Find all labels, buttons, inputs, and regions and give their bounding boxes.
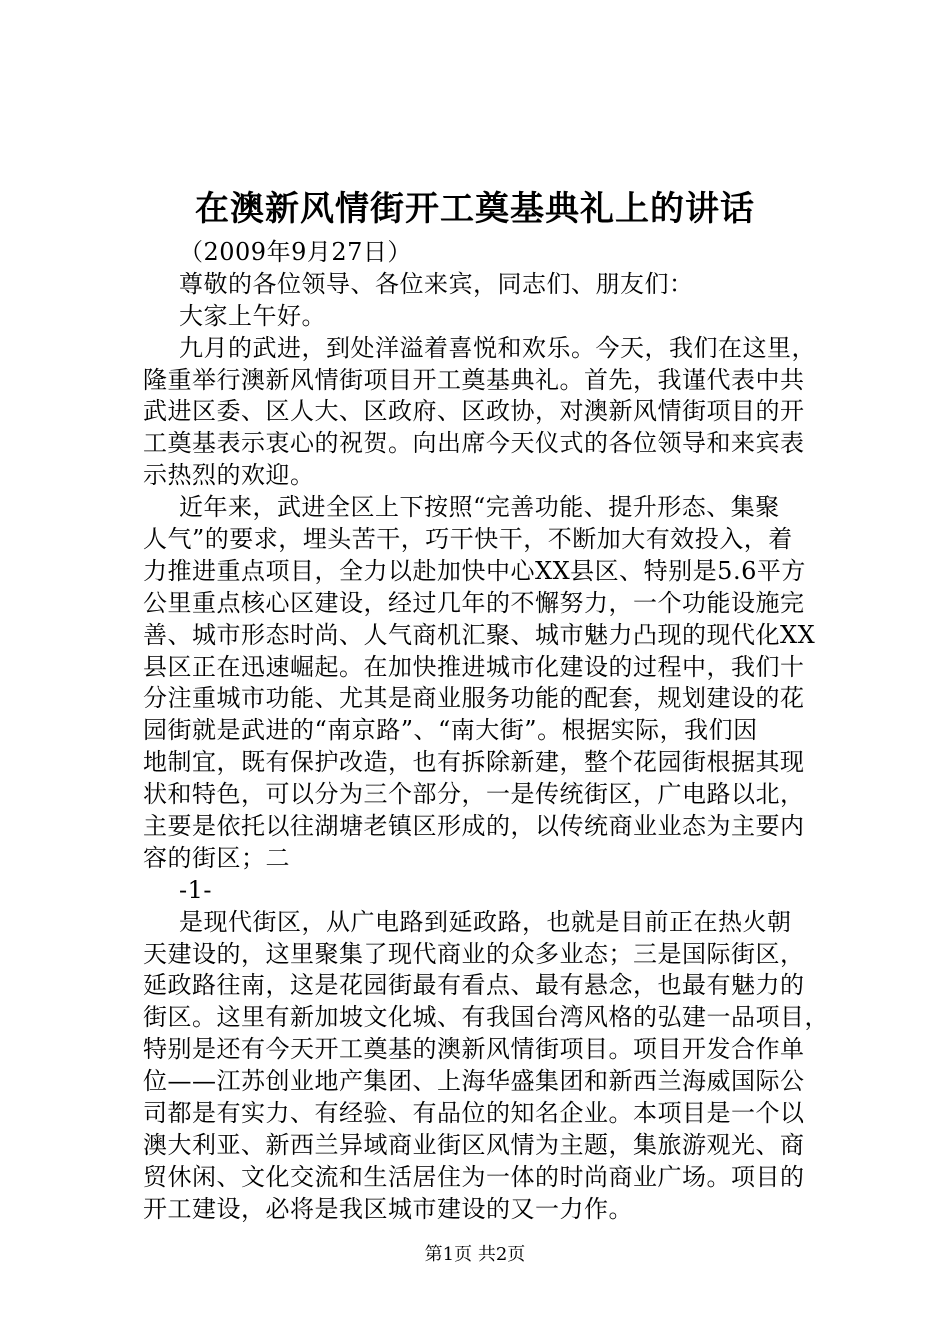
text-line: 善、城市形态时尚、人气商机汇聚、城市魅力凸现的现代化XX — [143, 620, 816, 649]
text-line: -1- — [179, 875, 212, 904]
text-line: 特别是还有今天开工奠基的澳新风情街项目。项目开发合作单 — [143, 1035, 805, 1064]
text-line: 延政路往南，这是花园街最有看点、最有悬念，也最有魅力的 — [143, 971, 805, 1000]
text-line: 容的街区；二 — [143, 843, 290, 872]
text-line: 县区正在迅速崛起。在加快推进城市化建设的过程中，我们十 — [143, 652, 805, 681]
text-line: 是现代街区，从广电路到延政路，也就是目前正在热火朝 — [179, 907, 792, 936]
text-line: 隆重举行澳新风情街项目开工奠基典礼。首先，我谨代表中共 — [143, 365, 805, 394]
text-line: 天建设的，这里聚集了现代商业的众多业态；三是国际街区， — [143, 939, 805, 968]
text-line: 位——江苏创业地产集团、上海华盛集团和新西兰海威国际公 — [143, 1067, 805, 1096]
text-line: 地制宜，既有保护改造，也有拆除新建，整个花园街根据其现 — [143, 748, 805, 777]
page-footer: 第1页 共2页 — [424, 1244, 526, 1265]
text-line: 人气”的要求，埋头苦干，巧干快干，不断加大有效投入，着 — [143, 525, 793, 554]
text-line: 贸休闲、文化交流和生活居住为一体的时尚商业广场。项目的 — [143, 1162, 805, 1191]
text-line: 主要是依托以往湖塘老镇区形成的，以传统商业业态为主要内 — [143, 812, 805, 841]
text-line: 工奠基表示衷心的祝贺。向出席今天仪式的各位领导和来宾表 — [143, 429, 805, 458]
text-line: 近年来，武进全区上下按照“完善功能、提升形态、集聚 — [179, 493, 780, 522]
document-title: 在澳新风情街开工奠基典礼上的讲话 — [195, 189, 755, 229]
text-line: 园街就是武进的“南京路”、“南大街”。根据实际，我们因 — [143, 716, 758, 745]
text-line: 尊敬的各位领导、各位来宾，同志们、朋友们： — [179, 269, 694, 298]
text-line: 司都是有实力、有经验、有品位的知名企业。本项目是一个以 — [143, 1099, 805, 1128]
text-line: 澳大利亚、新西兰异域商业街区风情为主题，集旅游观光、商 — [143, 1130, 805, 1159]
text-line: 武进区委、区人大、区政府、区政协，对澳新风情街项目的开 — [143, 397, 805, 426]
text-line: 公里重点核心区建设，经过几年的不懈努力，一个功能设施完 — [143, 588, 805, 617]
text-line: 街区。这里有新加坡文化城、有我国台湾风格的弘建一品项目， — [143, 1003, 829, 1032]
text-line: 分注重城市功能、尤其是商业服务功能的配套，规划建设的花 — [143, 684, 805, 713]
text-line: （2009年9月27日） — [179, 238, 412, 266]
text-line: 力推进重点项目，全力以赴加快中心XX县区、特别是5.6平方 — [143, 556, 806, 585]
document-body — [143, 237, 843, 1226]
text-line: 状和特色，可以分为三个部分，一是传统街区，广电路以北， — [143, 780, 805, 809]
text-line: 大家上午好。 — [179, 301, 326, 330]
text-line: 示热烈的欢迎。 — [143, 461, 315, 490]
text-line: 九月的武进，到处洋溢着喜悦和欢乐。今天，我们在这里， — [179, 333, 816, 362]
text-line: 开工建设，必将是我区城市建设的又一力作。 — [143, 1194, 633, 1223]
